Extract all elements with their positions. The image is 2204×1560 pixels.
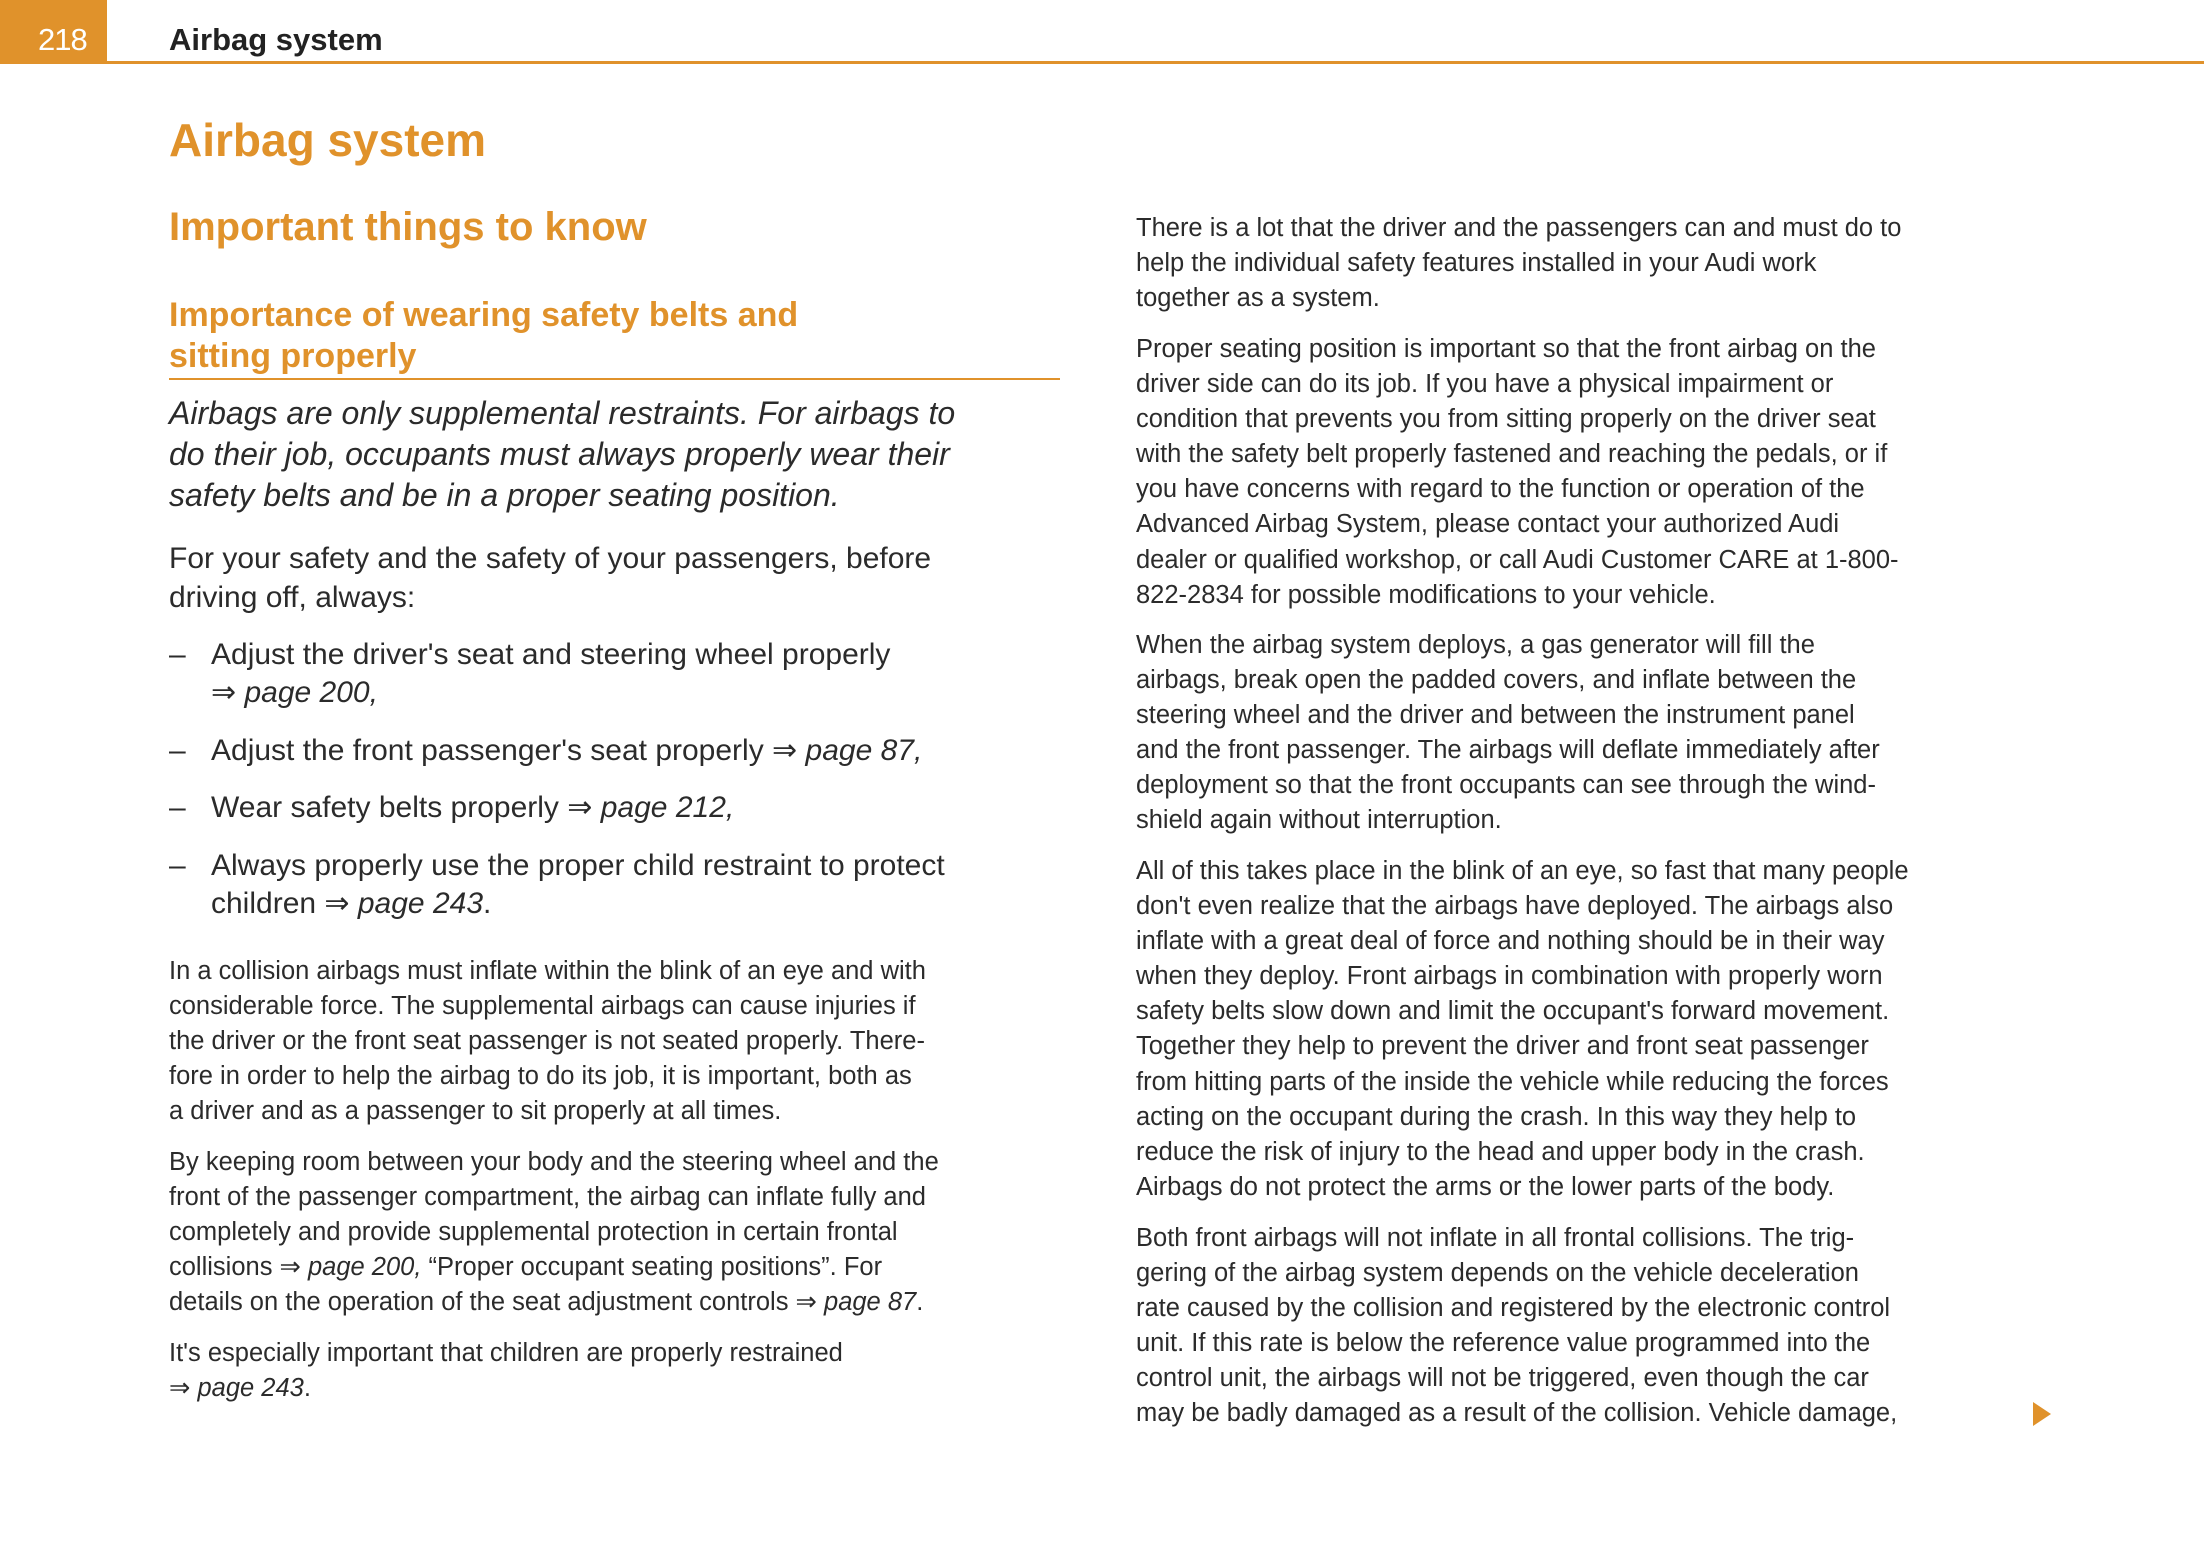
intro-paragraph xyxy=(169,539,931,617)
text-line xyxy=(1136,1291,1897,1326)
text-line xyxy=(1136,507,1899,542)
text-segment: ⇒ xyxy=(169,1374,198,1403)
text-segment: completely and provide supplemental protection in certain frontal xyxy=(169,1218,898,1247)
text-segment: . xyxy=(483,887,492,920)
page-reference-link[interactable]: page 200, xyxy=(244,676,378,709)
page-reference-link[interactable]: page 87, xyxy=(805,734,923,767)
text-line xyxy=(1136,803,1880,838)
bullet-text xyxy=(211,636,890,712)
text-segment: unit. If this rate is below the reference value programmed into the xyxy=(1136,1329,1871,1358)
text-line xyxy=(1136,281,1901,316)
text-segment: the driver or the front seat passenger is not seated properly. There- xyxy=(169,1027,925,1056)
text-line xyxy=(169,954,926,989)
text-line xyxy=(211,789,734,827)
subsection-title-line: Importance of wearing safety belts and xyxy=(169,296,799,334)
text-line xyxy=(1136,628,1880,663)
text-segment: Always properly use the proper child restraint to protect xyxy=(211,849,945,882)
text-line xyxy=(1136,889,1909,924)
text-segment: reduce the risk of injury to the head and upper body in the crash. xyxy=(1136,1137,1865,1166)
text-segment: Wear safety belts properly ⇒ xyxy=(211,791,601,824)
text-segment: By keeping room between your body and the steering wheel and the xyxy=(169,1148,939,1176)
text-segment: . xyxy=(916,1288,924,1317)
text-segment: when they deploy. Front airbags in combination with properly worn xyxy=(1136,962,1883,991)
page-number: 218 xyxy=(38,22,87,57)
text-segment: Advanced Airbag System, please contact your authorized Audi xyxy=(1136,510,1840,539)
body-paragraph xyxy=(1136,211,1901,316)
text-line xyxy=(1136,733,1880,768)
lead-paragraph xyxy=(169,393,955,516)
text-segment: 822-2834 for possible modifications to your vehicle. xyxy=(1136,580,1716,609)
bullet-text xyxy=(211,789,734,827)
text-line xyxy=(169,1094,926,1129)
text-line xyxy=(1136,1029,1909,1064)
text-line xyxy=(1136,246,1901,281)
text-line xyxy=(169,1024,926,1059)
text-segment: acting on the occupant during the crash. In this way they help to xyxy=(1136,1102,1857,1131)
text-line xyxy=(169,1371,843,1406)
text-line xyxy=(1136,1135,1909,1170)
text-line xyxy=(1136,1361,1897,1396)
text-line xyxy=(1136,578,1899,613)
text-line xyxy=(1136,402,1899,437)
text-segment: rate caused by the collision and registered by the electronic control xyxy=(1136,1294,1891,1323)
text-line xyxy=(1136,543,1899,578)
text-segment: driver side can do its job. If you have a physical impairment or xyxy=(1136,370,1834,399)
text-segment: front of the passenger compartment, the airbag can inflate fully and xyxy=(169,1183,926,1212)
section-title: Important things to know xyxy=(169,205,647,249)
text-line: safety belts and be in a proper seating position. xyxy=(169,477,840,513)
text-line xyxy=(169,1250,939,1285)
text-segment: shield again without interruption. xyxy=(1136,806,1502,835)
text-line xyxy=(1136,663,1880,698)
text-line xyxy=(211,847,945,885)
text-segment: airbags, break open the padded covers, and inflate between the xyxy=(1136,666,1857,695)
text-segment: It's especially important that children are properly restrained xyxy=(169,1339,843,1367)
text-segment: together as a system. xyxy=(1136,284,1380,313)
text-line xyxy=(1136,1065,1909,1100)
text-line xyxy=(1136,437,1899,472)
text-line: Airbags are only supplemental restraints. For airbags to xyxy=(169,395,956,431)
bullet-dash: – xyxy=(169,638,186,671)
page-reference-link[interactable]: page 200, xyxy=(308,1253,422,1282)
text-line xyxy=(1136,1326,1897,1361)
text-line xyxy=(1136,768,1880,803)
text-segment: Airbags do not protect the arms or the lower parts of the body. xyxy=(1136,1172,1835,1201)
bullet-text xyxy=(211,847,945,923)
bullet-dash: – xyxy=(169,734,186,767)
text-segment: from hitting parts of the inside the vehicle while reducing the forces xyxy=(1136,1067,1889,1096)
text-line xyxy=(211,885,945,923)
text-line: do their job, occupants must always properly wear their xyxy=(169,436,950,472)
text-segment: children ⇒ xyxy=(211,887,358,920)
text-line xyxy=(1136,1256,1897,1291)
text-line xyxy=(1136,959,1909,994)
text-line xyxy=(169,1285,939,1320)
bullet-text xyxy=(211,732,922,770)
text-segment: details on the operation of the seat adjustment controls ⇒ xyxy=(169,1288,825,1317)
body-paragraph xyxy=(169,1336,843,1406)
text-segment: deployment so that the front occupants can see through the wind- xyxy=(1136,771,1876,800)
body-paragraph xyxy=(1136,1221,1897,1432)
body-paragraph xyxy=(169,1145,939,1320)
text-line: For your safety and the safety of your passengers, before xyxy=(169,542,932,575)
text-line xyxy=(1136,1221,1897,1256)
text-segment: “Proper occupant seating positions”. For xyxy=(421,1253,883,1282)
text-segment: you have concerns with regard to the function or operation of the xyxy=(1136,475,1865,504)
text-line xyxy=(211,636,890,674)
text-segment: collisions ⇒ xyxy=(169,1253,308,1282)
text-line xyxy=(1136,211,1901,246)
text-segment: All of this takes place in the blink of an eye, so fast that many people xyxy=(1136,857,1909,885)
text-line xyxy=(1136,994,1909,1029)
text-line xyxy=(1136,367,1899,402)
subsection-title-line: sitting properly xyxy=(169,337,417,375)
text-line xyxy=(211,674,890,712)
body-paragraph xyxy=(1136,628,1880,839)
page-reference-link[interactable]: page 243 xyxy=(357,887,484,920)
text-segment: Together they help to prevent the driver and front seat passenger xyxy=(1136,1032,1869,1061)
continue-arrow-icon xyxy=(2033,1402,2051,1426)
body-paragraph xyxy=(1136,332,1899,613)
text-line xyxy=(169,989,926,1024)
text-line xyxy=(169,1215,939,1250)
running-header-title: Airbag system xyxy=(169,22,383,57)
text-segment: help the individual safety features installed in your Audi work xyxy=(1136,249,1817,278)
text-segment: In a collision airbags must inflate within the blink of an eye and with xyxy=(169,957,926,985)
text-line: driving off, always: xyxy=(169,581,416,614)
page-reference-link[interactable]: page 87 xyxy=(824,1288,917,1317)
text-segment: fore in order to help the airbag to do its job, it is important, both as xyxy=(169,1062,912,1091)
text-segment: steering wheel and the driver and between the instrument panel xyxy=(1136,701,1855,730)
page-reference-link[interactable]: page 243 xyxy=(197,1374,304,1403)
text-line xyxy=(169,1336,843,1371)
text-segment: gering of the airbag system depends on the vehicle deceleration xyxy=(1136,1259,1859,1288)
bullet-dash: – xyxy=(169,791,186,824)
text-segment: Adjust the front passenger's seat properly ⇒ xyxy=(211,734,806,767)
text-line xyxy=(1136,332,1899,367)
text-segment: and the front passenger. The airbags will deflate immediately after xyxy=(1136,736,1880,765)
text-segment: don't even realize that the airbags have deployed. The airbags also xyxy=(1136,892,1894,921)
chapter-title: Airbag system xyxy=(169,114,487,166)
body-paragraph xyxy=(169,954,926,1129)
text-segment: Adjust the driver's seat and steering wheel properly xyxy=(211,638,891,671)
bullet-dash: – xyxy=(169,849,186,882)
text-line xyxy=(1136,472,1899,507)
subsection-rule xyxy=(169,378,1060,380)
text-line xyxy=(1136,1170,1909,1205)
text-segment: condition that prevents you from sitting properly on the driver seat xyxy=(1136,405,1876,434)
text-line xyxy=(169,1145,939,1180)
text-segment: safety belts slow down and limit the occupant's forward movement. xyxy=(1136,997,1890,1026)
text-line xyxy=(1136,854,1909,889)
body-paragraph xyxy=(1136,854,1909,1205)
text-line xyxy=(1136,924,1909,959)
text-segment: When the airbag system deploys, a gas generator will fill the xyxy=(1136,631,1815,659)
text-segment: considerable force. The supplemental airbags can cause injuries if xyxy=(169,992,916,1021)
text-segment: There is a lot that the driver and the passengers can and must do to xyxy=(1136,214,1902,242)
text-line xyxy=(169,1059,926,1094)
text-segment: Both front airbags will not inflate in all frontal collisions. The trig- xyxy=(1136,1224,1855,1252)
text-segment: inflate with a great deal of force and nothing should be in their way xyxy=(1136,927,1885,956)
text-segment: . xyxy=(303,1374,311,1403)
text-line xyxy=(1136,1396,1897,1431)
text-line xyxy=(1136,1100,1909,1135)
text-segment: dealer or qualified workshop, or call Audi Customer CARE at 1-800- xyxy=(1136,545,1899,574)
text-segment: may be badly damaged as a result of the collision. Vehicle damage, xyxy=(1136,1399,1898,1428)
subsection-title xyxy=(169,295,798,377)
text-segment: Proper seating position is important so that the front airbag on the xyxy=(1136,335,1876,363)
header-rule xyxy=(107,61,2204,64)
text-line xyxy=(211,732,922,770)
text-segment: ⇒ xyxy=(211,676,245,709)
text-segment: control unit, the airbags will not be triggered, even though the car xyxy=(1136,1364,1869,1393)
page-reference-link[interactable]: page 212, xyxy=(600,791,735,824)
text-line xyxy=(1136,698,1880,733)
text-segment: a driver and as a passenger to sit properly at all times. xyxy=(169,1097,782,1126)
text-segment: with the safety belt properly fastened and reaching the pedals, or if xyxy=(1136,440,1888,469)
text-line xyxy=(169,1180,939,1215)
